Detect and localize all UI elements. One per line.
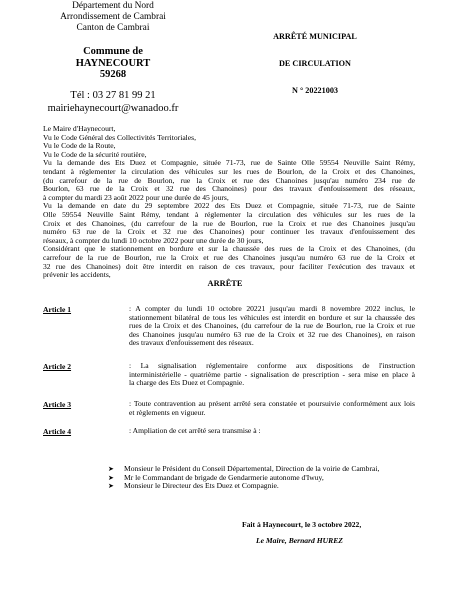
preamble-line: Olle 59554 Neuville Saint Rémy, tendant à réglementer la circulation des véhicules sur les rues de la (43, 210, 415, 219)
email-address: mairiehaynecourt@wanadoo.fr (47, 102, 179, 114)
article-line: : Ampliation de cet arrêté sera transmise à : (129, 427, 261, 435)
article-line: : La signalisation réglementaire conforme aux dispositions de l'instruction (129, 362, 415, 370)
preamble-line: tendant à réglementer la circulation des véhicules sur les rues de Bourlon, de la Croix et des Chanoines, (43, 167, 415, 176)
preamble-line: Vu le Code de la Route, (43, 142, 116, 151)
commune-block (28, 46, 198, 81)
decree-heading: ARRÊTE (207, 279, 243, 288)
contact-block (28, 90, 198, 115)
article-2-label: Article 2 (43, 362, 72, 371)
article-line: stationnement bilatéral de tous les véhicules est interdit en bordure et sur la chaussée des (129, 313, 415, 322)
preamble-line: Vu la demande des Ets Duez et Compagnie, située 71-73, rue de Sainte Olle 59554 Neuville Saint Rémy, (43, 159, 415, 168)
article-1-label: Article 1 (43, 305, 72, 314)
article-line: des travaux d'enfouissement des réseaux. (129, 339, 254, 348)
article-2-text (129, 362, 415, 388)
article-line: : Toute contravention au présent arrêté sera constatée et poursuivie conformément aux lois (129, 400, 415, 408)
commune-label: Commune de (83, 46, 143, 57)
preamble-line: Bourlon, 63 rue de la Croix et 32 rue des Chanoines) pour des travaux d'enfouissement des réseaux, (43, 185, 415, 194)
article-line: : A compter du lundi 10 octobre 20221 jusqu'au mardi 8 novembre 2022 inclus, le (129, 305, 415, 313)
preamble-line: 32 rue des Chanoines) doit être interdit en raison de ces travaux, pour faciliter l'exécution des travaux et (43, 262, 415, 271)
article-4-text (129, 427, 415, 436)
preamble-line: Le Maire d'Haynecourt, (43, 125, 116, 133)
arrow-bullet-icon: ➤ (108, 482, 114, 491)
canton-line: Canton de Cambrai (76, 23, 150, 33)
preamble-line: carrefour de la rue de Bourlon, rue la Croix et rue des Chanoines jusqu'au numéro 63 rue de la Croix et (43, 253, 415, 262)
preamble-line: à compter du mardi 23 août 2022 pour une durée de 45 jours, (43, 193, 229, 202)
recipient-text: Monsieur le Président du Conseil Départemental, Direction de la voirie de Cambrai, (124, 464, 380, 473)
list-item (108, 482, 418, 491)
postal-code: 59268 (99, 69, 127, 80)
article-3-label: Article 3 (43, 400, 72, 409)
recipient-text: Monsieur le Directeur des Ets Duez et Compagnie. (124, 481, 279, 491)
arrow-bullet-icon: ➤ (108, 465, 114, 473)
preamble-line: Vu le Code de la sécurité routière, (43, 150, 147, 159)
article-3-text (129, 400, 415, 417)
article-line: interministérielle - quatrième partie - signalisation de prescription - sera mise en place à (129, 370, 415, 379)
article-line: et règlements en vigueur. (129, 408, 206, 417)
preamble-line: réseaux, à compter du lundi 10 octobre 2022 pour une durée de 30 jours, (43, 236, 264, 245)
administrative-header (28, 1, 198, 34)
preamble-line: Vu la demande en date du 29 septembre 2022 des Ets Duez et Compagnie, située 71-73, rue de Sainte (43, 202, 415, 211)
article-line: des Chanoines jusqu'au numéro 63 rue de la Croix et 32 rue des Chanoines), en raison (129, 330, 415, 339)
article-line: la charge des Ets Duez et Compagnie. (129, 379, 245, 388)
arrondissement-line: Arrondissement de Cambrai (60, 12, 166, 22)
recipients-list (108, 465, 418, 491)
preamble (43, 125, 415, 280)
commune-name: HAYNECOURT (75, 57, 151, 69)
phone-number: Tél : 03 27 81 99 21 (70, 90, 156, 101)
signatory: Le Maire, Bernard HUREZ (256, 536, 343, 545)
arrow-bullet-icon: ➤ (108, 473, 114, 482)
department-line: Département du Nord (72, 1, 154, 11)
recipient-text: Mr le Commandant de brigade de Gendarmerie autonome d'Iwuy, (124, 472, 324, 482)
preamble-line: Vu le Code Général des Collectivités Territoriales, (43, 133, 197, 142)
preamble-line: Considérant que le stationnement en bordure et sur la chaussée des rues de la Croix et des Chanoines, (du (43, 245, 415, 254)
document-subtitle: DE CIRCULATION (279, 59, 351, 68)
article-line: rues de la Croix et des Chanoines, (du carrefour de la rue de Bourlon, rue la Croix et rue (129, 322, 415, 331)
document-title: ARRÊTÉ MUNICIPAL (273, 32, 357, 41)
preamble-line: numéro 63 rue de la Croix et 32 rue des Chanoines) pour continuer les travaux d'enfouissement des (43, 228, 415, 237)
article-4-label: Article 4 (43, 427, 72, 436)
preamble-line: prévenir les accidents, (43, 271, 111, 280)
decree-number: N ° 20221003 (291, 86, 339, 95)
preamble-line: Croix et des Chanoines, (du carrefour de la rue de Bourlon, rue la Croix et rue des Chanoines jusqu'au (43, 219, 415, 228)
preamble-line: (du carrefour de la rue de Bourlon, rue la Croix et rue des Chanoines jusqu'au numéro 234 rue de (43, 176, 415, 185)
place-date: Fait à Haynecourt, le 3 octobre 2022, (242, 520, 362, 529)
article-1-text (129, 305, 415, 348)
